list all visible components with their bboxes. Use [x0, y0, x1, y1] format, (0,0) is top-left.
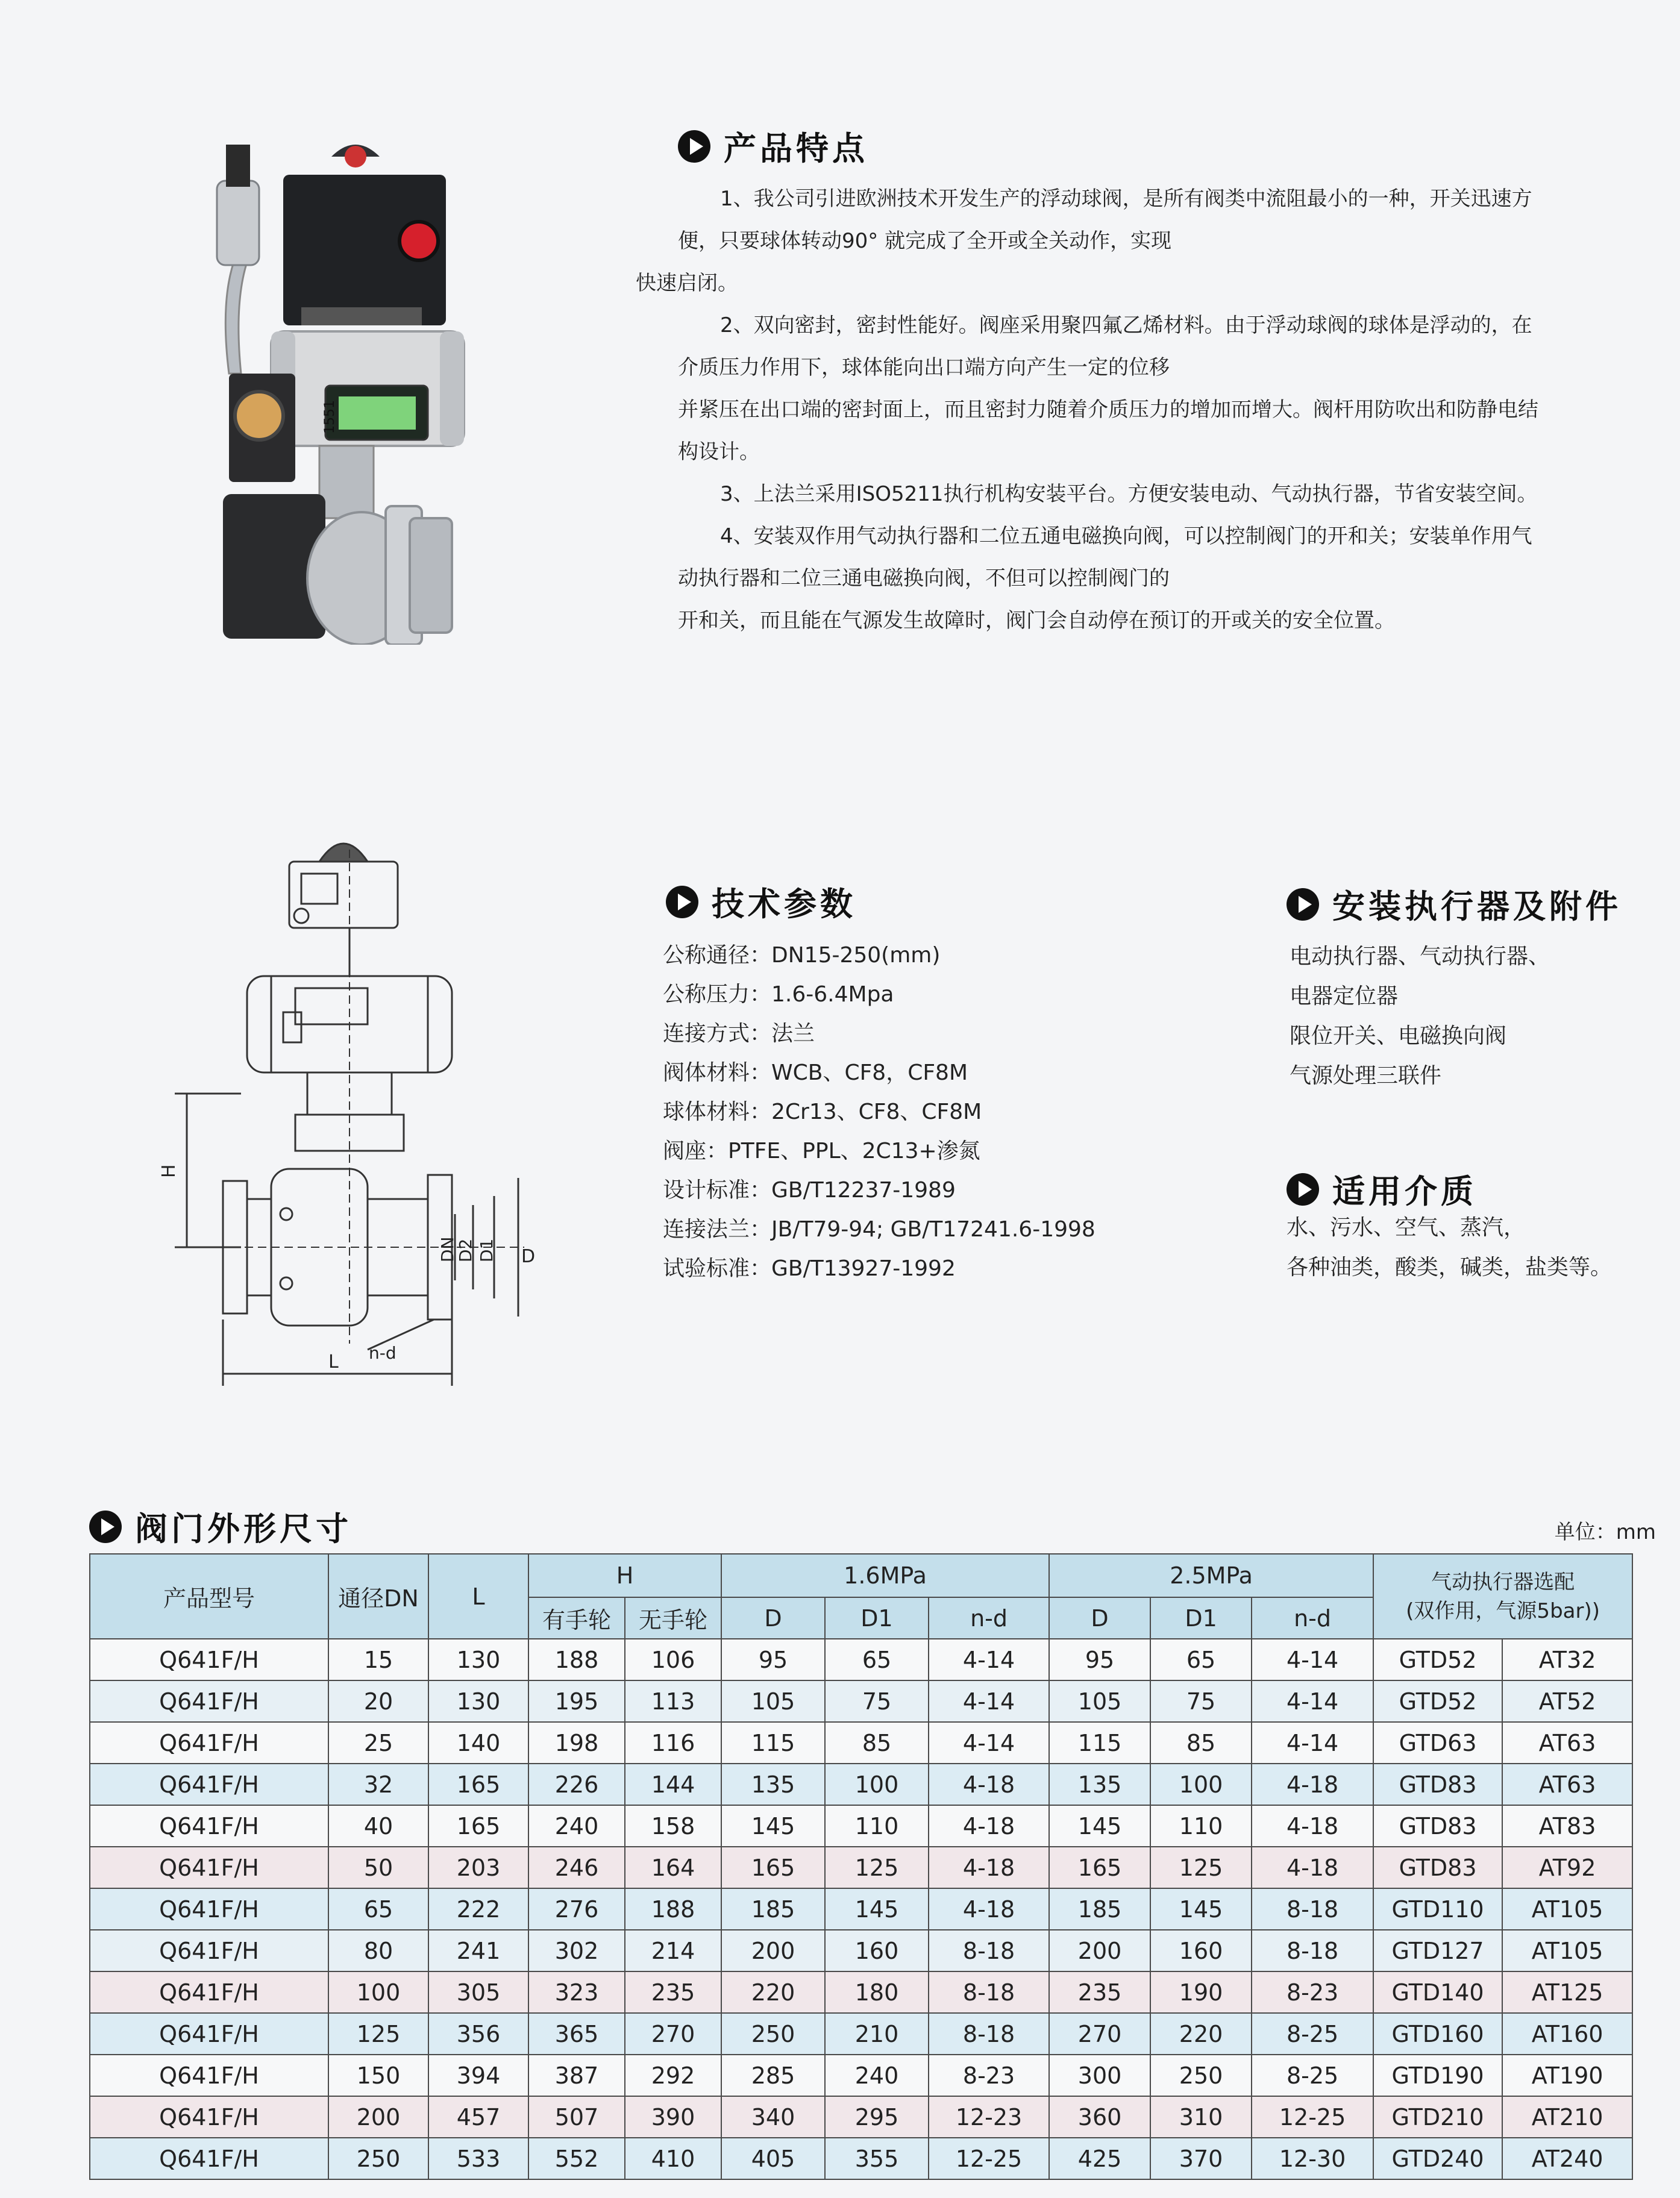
actuators-title: 安装执行器及附件: [1332, 888, 1622, 925]
table-cell: 390: [625, 2096, 721, 2138]
table-cell: 145: [1049, 1805, 1150, 1847]
col-model: 产品型号: [90, 1554, 328, 1639]
table-cell: GTD110: [1373, 1888, 1502, 1930]
feature-paragraph-3: 3、上法兰采用ISO5211执行机构安装平台。方便安装电动、气动执行器，节省安装空间。: [720, 482, 1538, 506]
play-circle-icon: [1287, 888, 1319, 921]
col-h: H: [528, 1554, 721, 1597]
dimensions-table-body: [90, 1639, 1632, 2179]
table-cell: 180: [825, 1971, 929, 2013]
table-cell: 190: [1150, 1971, 1252, 2013]
table-row: [90, 2096, 1632, 2138]
table-cell: GTD83: [1373, 1847, 1502, 1888]
table-cell: 8-18: [1252, 1888, 1373, 1930]
table-cell: AT92: [1502, 1847, 1632, 1888]
dimensions-heading: [89, 1503, 352, 1550]
table-cell: AT83: [1502, 1805, 1632, 1847]
table-cell: 115: [721, 1722, 825, 1764]
table-cell: GTD83: [1373, 1805, 1502, 1847]
table-cell: 165: [428, 1805, 528, 1847]
table-cell: 387: [528, 2055, 625, 2096]
table-cell: 8-18: [929, 2013, 1049, 2055]
col-d1-25: D1: [1150, 1597, 1252, 1639]
table-cell: 113: [625, 1680, 721, 1722]
table-cell: 250: [1150, 2055, 1252, 2096]
table-cell: 270: [1049, 2013, 1150, 2055]
table-cell: GTD52: [1373, 1680, 1502, 1722]
table-cell: Q641F/H: [90, 1971, 328, 2013]
table-cell: 32: [328, 1764, 428, 1805]
table-cell: GTD83: [1373, 1764, 1502, 1805]
table-cell: 115: [1049, 1722, 1150, 1764]
table-cell: 276: [528, 1888, 625, 1930]
col-d-16: D: [721, 1597, 825, 1639]
table-cell: 370: [1150, 2138, 1252, 2179]
col-dn: 通径DN: [328, 1554, 428, 1639]
table-cell: 80: [328, 1930, 428, 1971]
table-cell: 150: [328, 2055, 428, 2096]
table-cell: 250: [328, 2138, 428, 2179]
table-row: [90, 1888, 1632, 1930]
table-cell: 8-25: [1252, 2055, 1373, 2096]
table-cell: 8-25: [1252, 2013, 1373, 2055]
table-cell: 75: [1150, 1680, 1252, 1722]
table-cell: 226: [528, 1764, 625, 1805]
spec-row: 公称通径：DN15-250(mm): [663, 943, 941, 968]
col-1-6mpa: 1.6MPa: [721, 1554, 1049, 1597]
drawing-label-d: D: [521, 1246, 536, 1267]
table-cell: 220: [1150, 2013, 1252, 2055]
table-cell: 241: [428, 1930, 528, 1971]
spec-row: 公称压力：1.6-6.4Mpa: [663, 982, 894, 1007]
table-cell: 285: [721, 2055, 825, 2096]
table-cell: 110: [1150, 1805, 1252, 1847]
table-cell: 145: [721, 1805, 825, 1847]
unit-label: 单位：mm: [1554, 1520, 1656, 1544]
table-cell: 165: [428, 1764, 528, 1805]
table-cell: 95: [1049, 1639, 1150, 1680]
table-cell: 116: [625, 1722, 721, 1764]
table-cell: AT105: [1502, 1930, 1632, 1971]
col-nd-25: n-d: [1252, 1597, 1373, 1639]
table-cell: 188: [625, 1888, 721, 1930]
spec-row: 连接法兰：JB/T79-94; GB/T17241.6-1998: [663, 1217, 1095, 1242]
actuators-heading: [1287, 881, 1622, 927]
table-cell: 405: [721, 2138, 825, 2179]
table-cell: 355: [825, 2138, 929, 2179]
feature-paragraph-4: 4、安装双作用气动执行器和二位五通电磁换向阀，可以控制阀门的开和关；安装单作用气 动执行器和二位三通电磁换向阀，不但可以控制阀门的 开和关，而且能在气源发生故障时，阀门会自动停在预订的开或关的安全位置。: [678, 524, 1532, 633]
table-cell: 270: [625, 2013, 721, 2055]
col-actuator: 气动执行器选配 (双作用，气源5bar)): [1373, 1554, 1632, 1639]
table-cell: 240: [528, 1805, 625, 1847]
table-cell: AT210: [1502, 2096, 1632, 2138]
tech-list: [663, 936, 1265, 1288]
features-heading: [678, 123, 868, 169]
table-cell: 4-14: [929, 1680, 1049, 1722]
table-cell: AT32: [1502, 1639, 1632, 1680]
dimensions-table: [89, 1553, 1633, 2180]
col-d-25: D: [1049, 1597, 1150, 1639]
list-item: 水、污水、空气、蒸汽，: [1287, 1215, 1526, 1240]
table-cell: 235: [625, 1971, 721, 2013]
play-circle-icon: [666, 886, 698, 918]
tech-heading: [666, 878, 856, 925]
spec-row: 连接方式：法兰: [663, 1021, 815, 1046]
table-cell: 165: [1049, 1847, 1150, 1888]
table-cell: 125: [328, 2013, 428, 2055]
table-cell: 145: [825, 1888, 929, 1930]
table-cell: AT125: [1502, 1971, 1632, 2013]
list-item: 电器定位器: [1290, 984, 1399, 1009]
table-cell: 125: [1150, 1847, 1252, 1888]
table-cell: 12-30: [1252, 2138, 1373, 2179]
features-title: 产品特点: [724, 130, 868, 168]
table-cell: 105: [721, 1680, 825, 1722]
table-cell: 210: [825, 2013, 929, 2055]
table-cell: 200: [328, 2096, 428, 2138]
table-cell: Q641F/H: [90, 2055, 328, 2096]
table-cell: 365: [528, 2013, 625, 2055]
table-cell: 20: [328, 1680, 428, 1722]
play-circle-icon: [89, 1511, 122, 1543]
table-cell: Q641F/H: [90, 2013, 328, 2055]
dimensions-title: 阀门外形尺寸: [135, 1510, 352, 1548]
table-cell: 8-18: [1252, 1930, 1373, 1971]
table-cell: Q641F/H: [90, 1722, 328, 1764]
tech-title: 技术参数: [712, 885, 856, 923]
table-row: [90, 1722, 1632, 1764]
table-cell: AT63: [1502, 1764, 1632, 1805]
table-cell: 200: [721, 1930, 825, 1971]
display-readout: 1551: [322, 400, 337, 434]
table-cell: AT240: [1502, 2138, 1632, 2179]
table-cell: 4-14: [1252, 1722, 1373, 1764]
table-cell: 12-23: [929, 2096, 1049, 2138]
table-cell: 250: [721, 2013, 825, 2055]
table-cell: 15: [328, 1639, 428, 1680]
table-cell: 4-14: [1252, 1639, 1373, 1680]
table-cell: 105: [1049, 1680, 1150, 1722]
table-cell: 100: [825, 1764, 929, 1805]
col-d1-16: D1: [825, 1597, 929, 1639]
table-cell: 130: [428, 1680, 528, 1722]
table-cell: 135: [1049, 1764, 1150, 1805]
table-cell: 198: [528, 1722, 625, 1764]
table-cell: 425: [1049, 2138, 1150, 2179]
table-cell: 222: [428, 1888, 528, 1930]
col-2-5mpa: 2.5MPa: [1049, 1554, 1373, 1597]
media-title: 适用介质: [1332, 1173, 1477, 1210]
actuators-list: [1290, 937, 1550, 1096]
table-cell: GTD160: [1373, 2013, 1502, 2055]
table-cell: 4-18: [929, 1847, 1049, 1888]
table-cell: 220: [721, 1971, 825, 2013]
drawing-label-h: H: [158, 1164, 180, 1178]
table-cell: 40: [328, 1805, 428, 1847]
table-cell: AT160: [1502, 2013, 1632, 2055]
play-circle-icon: [678, 130, 710, 163]
table-cell: AT190: [1502, 2055, 1632, 2096]
table-cell: 160: [825, 1930, 929, 1971]
table-cell: 75: [825, 1680, 929, 1722]
table-cell: Q641F/H: [90, 2138, 328, 2179]
table-cell: 12-25: [1252, 2096, 1373, 2138]
table-cell: 533: [428, 2138, 528, 2179]
list-item: 限位开关、电磁换向阀: [1290, 1024, 1507, 1048]
table-cell: 100: [328, 1971, 428, 2013]
table-cell: Q641F/H: [90, 1805, 328, 1847]
drawing-label-l: L: [328, 1351, 339, 1373]
table-cell: 310: [1150, 2096, 1252, 2138]
table-cell: GTD210: [1373, 2096, 1502, 2138]
valve-drawing: [157, 813, 566, 1416]
features-text: [636, 178, 1666, 642]
col-h-with-handwheel: 有手轮: [528, 1597, 625, 1639]
table-cell: 100: [1150, 1764, 1252, 1805]
table-cell: GTD52: [1373, 1639, 1502, 1680]
table-cell: 235: [1049, 1971, 1150, 2013]
table-cell: 164: [625, 1847, 721, 1888]
product-photo: [181, 121, 470, 645]
col-nd-16: n-d: [929, 1597, 1049, 1639]
table-cell: 246: [528, 1847, 625, 1888]
table-cell: 4-18: [929, 1805, 1049, 1847]
table-cell: 145: [1150, 1888, 1252, 1930]
table-cell: 8-23: [1252, 1971, 1373, 2013]
table-cell: 185: [721, 1888, 825, 1930]
table-cell: 106: [625, 1639, 721, 1680]
table-cell: 65: [1150, 1639, 1252, 1680]
table-cell: 140: [428, 1722, 528, 1764]
table-row: [90, 2055, 1632, 2096]
table-cell: 4-18: [929, 1888, 1049, 1930]
table-row: [90, 2013, 1632, 2055]
table-cell: 144: [625, 1764, 721, 1805]
table-cell: 292: [625, 2055, 721, 2096]
table-cell: 4-14: [929, 1722, 1049, 1764]
table-cell: Q641F/H: [90, 1888, 328, 1930]
table-cell: 200: [1049, 1930, 1150, 1971]
table-cell: 295: [825, 2096, 929, 2138]
table-cell: Q641F/H: [90, 2096, 328, 2138]
table-cell: 8-18: [929, 1971, 1049, 2013]
table-cell: 125: [825, 1847, 929, 1888]
table-cell: 4-18: [1252, 1764, 1373, 1805]
drawing-label-nd: n-d: [369, 1343, 396, 1363]
list-item: 气源处理三联件: [1290, 1063, 1442, 1088]
spec-row: 球体材料：2Cr13、CF8、CF8M: [663, 1100, 982, 1124]
table-cell: 65: [328, 1888, 428, 1930]
media-heading: [1287, 1166, 1477, 1212]
spec-row: 阀体材料：WCB、CF8，CF8M: [663, 1060, 968, 1085]
table-cell: 356: [428, 2013, 528, 2055]
table-row: [90, 1930, 1632, 1971]
table-cell: 85: [825, 1722, 929, 1764]
table-cell: 507: [528, 2096, 625, 2138]
table-cell: 25: [328, 1722, 428, 1764]
col-l: L: [428, 1554, 528, 1639]
table-cell: GTD190: [1373, 2055, 1502, 2096]
table-cell: GTD240: [1373, 2138, 1502, 2179]
table-cell: AT105: [1502, 1888, 1632, 1930]
table-cell: 160: [1150, 1930, 1252, 1971]
table-cell: Q641F/H: [90, 1764, 328, 1805]
table-cell: 4-18: [1252, 1847, 1373, 1888]
table-cell: 305: [428, 1971, 528, 2013]
feature-paragraph-2: 2、双向密封，密封性能好。阀座采用聚四氟乙烯材料。由于浮动球阀的球体是浮动的，在 介质压力作用下，球体能向出口端方向产生一定的位移 并紧压在出口端的密封面上，而且密封力随着介质压力的增加而增大。阀杆用防吹出和防静电结 构设计。: [678, 313, 1538, 464]
media-list: [1287, 1208, 1612, 1288]
table-cell: 135: [721, 1764, 825, 1805]
drawing-label-dn: DN: [437, 1236, 457, 1262]
table-cell: 8-18: [929, 1930, 1049, 1971]
table-cell: Q641F/H: [90, 1680, 328, 1722]
table-cell: 188: [528, 1639, 625, 1680]
table-cell: Q641F/H: [90, 1639, 328, 1680]
table-cell: AT52: [1502, 1680, 1632, 1722]
table-cell: 4-18: [929, 1764, 1049, 1805]
table-cell: 4-18: [1252, 1805, 1373, 1847]
table-cell: 65: [825, 1639, 929, 1680]
table-cell: GTD127: [1373, 1930, 1502, 1971]
table-cell: 552: [528, 2138, 625, 2179]
table-cell: 302: [528, 1930, 625, 1971]
table-cell: 8-23: [929, 2055, 1049, 2096]
table-row: [90, 1805, 1632, 1847]
drawing-label-d1: D1: [477, 1238, 497, 1262]
table-row: [90, 2138, 1632, 2179]
table-cell: 195: [528, 1680, 625, 1722]
table-cell: 12-25: [929, 2138, 1049, 2179]
table-cell: GTD63: [1373, 1722, 1502, 1764]
table-cell: 410: [625, 2138, 721, 2179]
table-cell: 323: [528, 1971, 625, 2013]
list-item: 各种油类，酸类，碱类，盐类等。: [1287, 1255, 1613, 1280]
table-cell: 4-14: [1252, 1680, 1373, 1722]
table-cell: 214: [625, 1930, 721, 1971]
table-cell: 340: [721, 2096, 825, 2138]
spec-row: 设计标准：GB/T12237-1989: [663, 1178, 956, 1203]
col-h-without-handwheel: 无手轮: [625, 1597, 721, 1639]
table-cell: 394: [428, 2055, 528, 2096]
table-cell: AT63: [1502, 1722, 1632, 1764]
drawing-label-d2: D2: [456, 1238, 475, 1262]
table-cell: 158: [625, 1805, 721, 1847]
table-cell: 360: [1049, 2096, 1150, 2138]
table-row: [90, 1764, 1632, 1805]
table-cell: Q641F/H: [90, 1930, 328, 1971]
table-cell: 130: [428, 1639, 528, 1680]
table-cell: Q641F/H: [90, 1847, 328, 1888]
table-cell: 300: [1049, 2055, 1150, 2096]
table-cell: 110: [825, 1805, 929, 1847]
table-row: [90, 1680, 1632, 1722]
table-cell: 185: [1049, 1888, 1150, 1930]
table-cell: 240: [825, 2055, 929, 2096]
table-row: [90, 1639, 1632, 1680]
play-circle-icon: [1287, 1173, 1319, 1206]
table-row: [90, 1847, 1632, 1888]
table-row: [90, 1971, 1632, 2013]
list-item: 电动执行器、气动执行器、: [1290, 944, 1550, 969]
table-cell: 457: [428, 2096, 528, 2138]
table-cell: 50: [328, 1847, 428, 1888]
table-cell: 95: [721, 1639, 825, 1680]
table-cell: 4-14: [929, 1639, 1049, 1680]
table-cell: 85: [1150, 1722, 1252, 1764]
table-cell: 165: [721, 1847, 825, 1888]
table-cell: 203: [428, 1847, 528, 1888]
feature-paragraph-1: 1、我公司引进欧洲技术开发生产的浮动球阀，是所有阀类中流阻最小的一种，开关迅速方 便，只要球体转动90° 就完成了全开或全关动作，实现 快速启闭。: [636, 187, 1532, 295]
spec-row: 试验标准：GB/T13927-1992: [663, 1256, 956, 1281]
table-cell: GTD140: [1373, 1971, 1502, 2013]
spec-row: 阀座：PTFE、PPL、2C13+渗氮: [663, 1139, 980, 1163]
